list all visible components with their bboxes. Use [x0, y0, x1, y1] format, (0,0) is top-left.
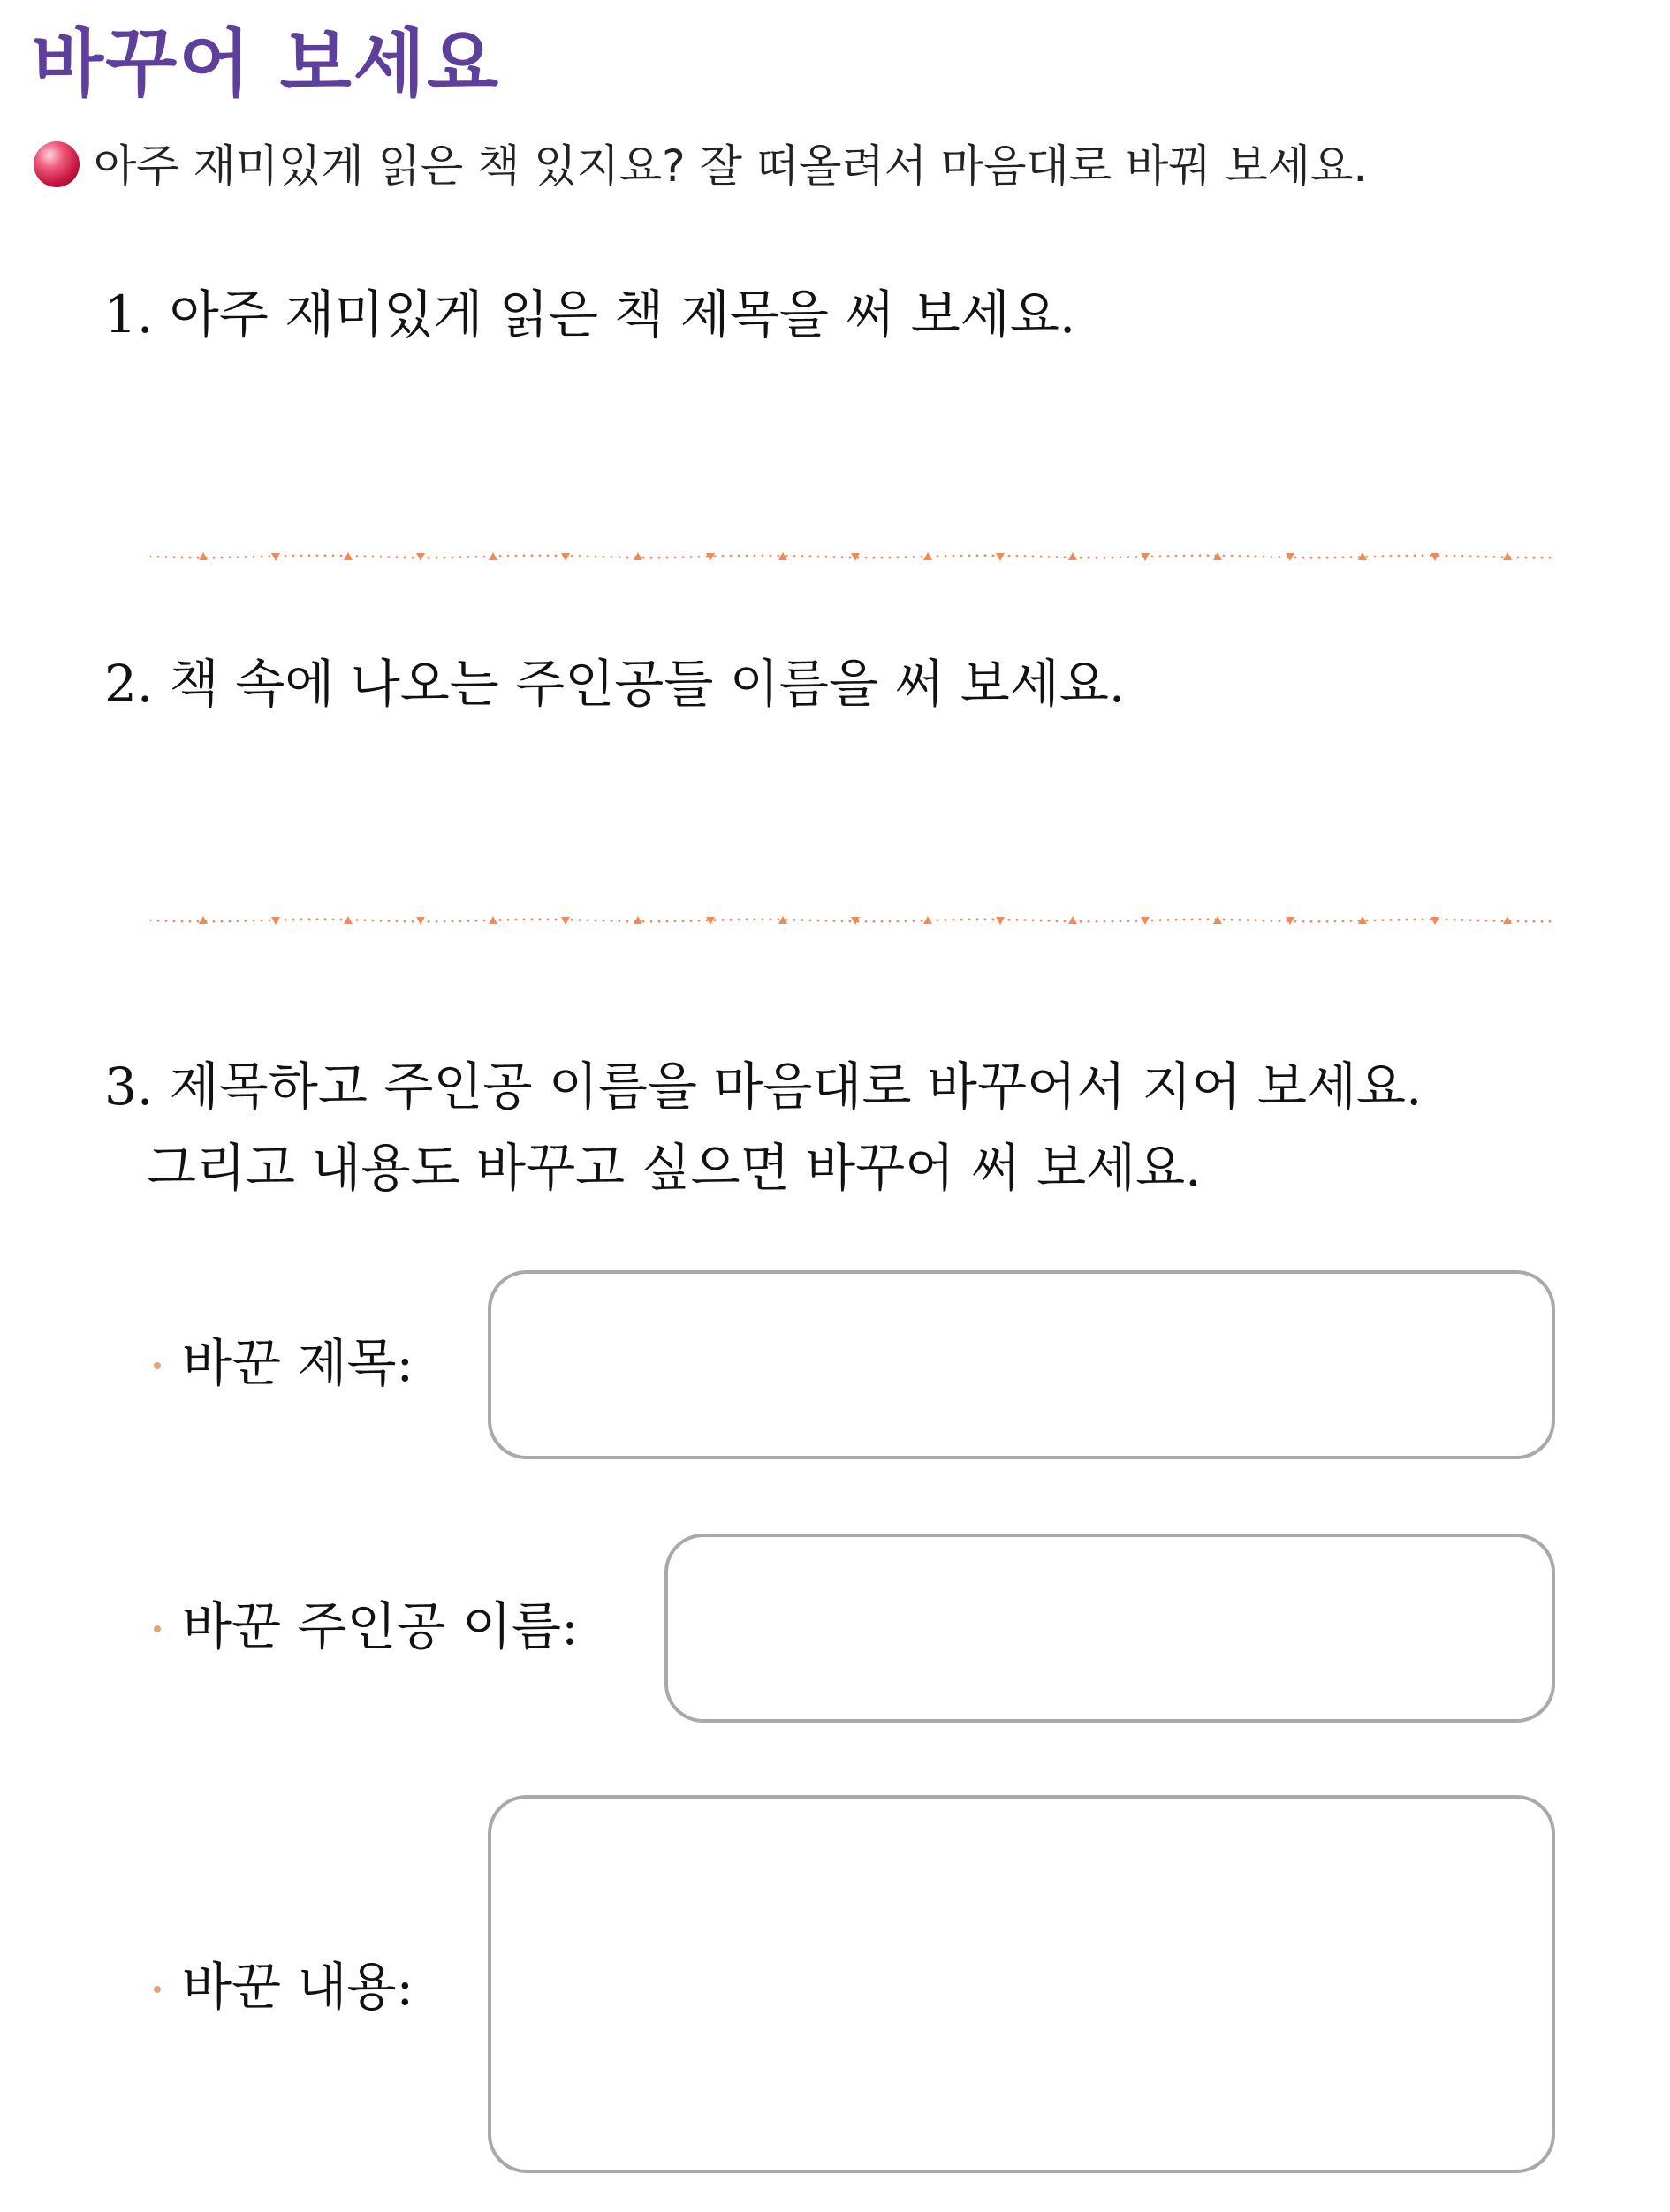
label-bullet-icon — [154, 1625, 161, 1632]
answer-line-2[interactable] — [150, 912, 1555, 929]
label-bullet-icon — [154, 1362, 161, 1369]
changed-hero-name-box[interactable] — [664, 1534, 1555, 1723]
instruction-text: 아주 재미있게 읽은 책 있지요? 잘 떠올려서 마음대로 바꿔 보세요. — [94, 140, 1368, 192]
question-1: 1. 아주 재미있게 읽은 책 제목을 써 보세요. — [104, 284, 1076, 345]
changed-hero-name-label: 바꾼 주인공 이름: — [182, 1596, 579, 1656]
question-2: 2. 책 속에 나오는 주인공들 이름을 써 보세요. — [104, 654, 1126, 714]
question-3-line-1: 3. 제목하고 주인공 이름을 마음대로 바꾸어서 지어 보세요. — [104, 1057, 1423, 1117]
changed-title-label: 바꾼 제목: — [182, 1333, 414, 1393]
pink-ball-icon — [34, 141, 80, 187]
label-bullet-icon — [154, 1986, 161, 1993]
question-3-line-2: 그리고 내용도 바꾸고 싶으면 바꾸어 써 보세요. — [147, 1138, 1202, 1198]
changed-title-box[interactable] — [488, 1270, 1555, 1459]
question-3 — [104, 1046, 1422, 1208]
changed-content-box[interactable] — [488, 1795, 1555, 2173]
changed-content-label: 바꾼 내용: — [182, 1957, 414, 2017]
worksheet-title: 바꾸어 보세요 — [32, 20, 501, 107]
answer-line-1[interactable] — [150, 548, 1555, 565]
